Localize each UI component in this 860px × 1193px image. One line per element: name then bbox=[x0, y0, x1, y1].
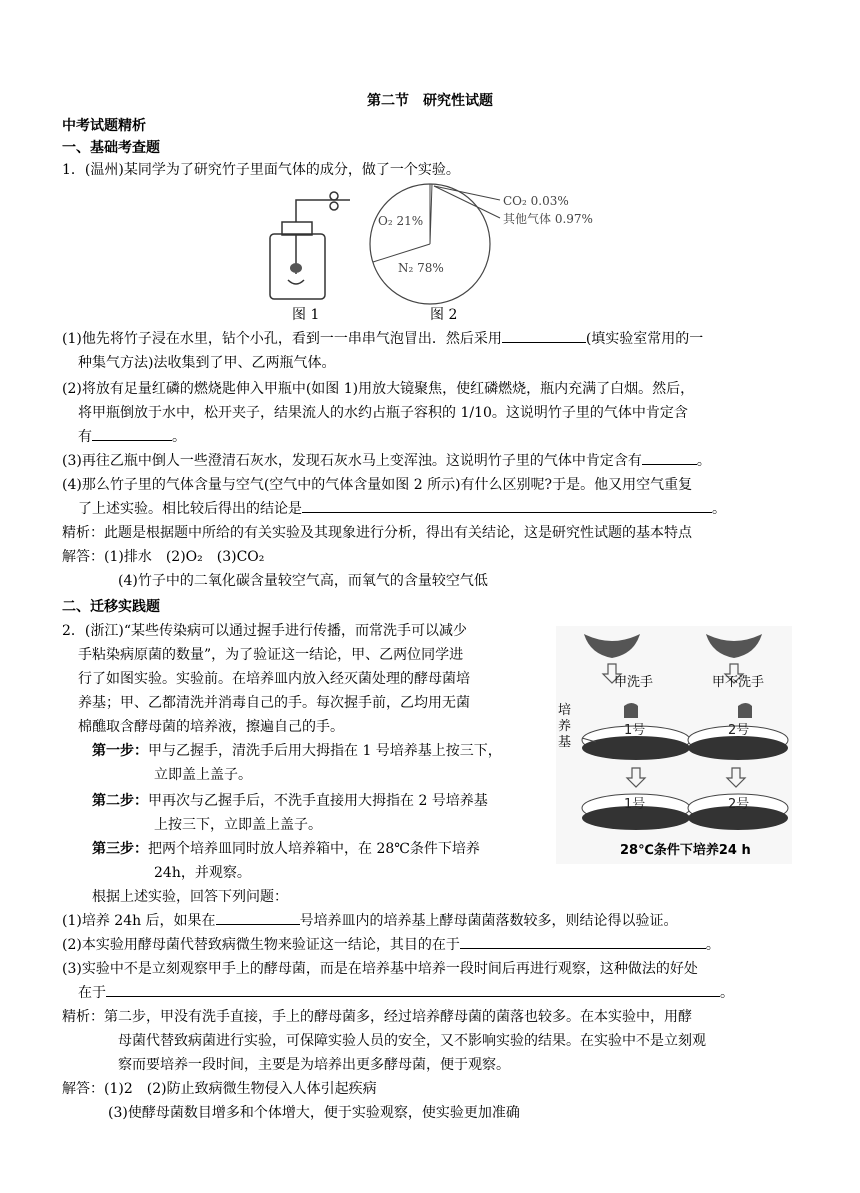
bottle-figure bbox=[260, 184, 360, 304]
q2-question-2: (2)本实验用酵母菌代替致病微生物来验证这一结论，其目的在于 。 bbox=[62, 934, 720, 956]
label-nowash: 甲不洗手 bbox=[712, 675, 765, 690]
q1-part3: (3)再往乙瓶中倒人一些澄清石灰水，发现石灰水马上变浑浊。这说明竹子里的气体中肯定含有 。 bbox=[62, 450, 711, 472]
q2-stem-3: 行了如图实验。实验前。在培养皿内放入经灭菌处理的酵母菌培 bbox=[78, 671, 470, 687]
label-dish1-top: 1号 bbox=[624, 723, 646, 738]
fig2-label: 图 2 bbox=[430, 307, 458, 323]
q2-analysis-3: 察而要培养一段时间，主要是为培养出更多酵母菌，便于观察。 bbox=[118, 1057, 510, 1073]
fig1-label: 图 1 bbox=[292, 307, 320, 323]
pie-label-n2: N₂ 78% bbox=[398, 261, 444, 275]
q2-stem-5: 棉醮取含酵母菌的培养液，擦遍自己的手。 bbox=[78, 719, 344, 735]
label-medium: 培养基 bbox=[558, 703, 572, 750]
q2-step1-b: 立即盖上盖子。 bbox=[154, 767, 252, 783]
label-dish2-top: 2号 bbox=[728, 723, 750, 738]
pie-label-other: 其他气体 0.97% bbox=[503, 212, 593, 226]
thumb-left-icon bbox=[624, 703, 638, 718]
heading-transfer: 二、迁移实践题 bbox=[62, 599, 160, 615]
q1-part1-b: 种集气方法)法收集到了甲、乙两瓶气体。 bbox=[78, 355, 336, 371]
q1-part4-a: (4)那么竹子里的气体含量与空气(空气中的气体含量如图 2 所示)有什么区别呢?于是。他又用空气重复 bbox=[62, 477, 693, 493]
q1-part2-a: (2)将放有足量红磷的燃烧匙伸入甲瓶中(如图 1)用放大镜聚焦，使红磷燃烧，瓶内充满了白烟。然后， bbox=[62, 381, 695, 397]
q2-step3-b: 24h，并观察。 bbox=[154, 865, 251, 881]
label-dish1-bottom: 1号 bbox=[624, 797, 646, 812]
q2-question-1: (1)培养 24h 后，如果在 号培养皿内的培养基上酵母菌菌落数较多，则结论得以验证。 bbox=[62, 910, 678, 932]
air-composition-pie bbox=[368, 182, 608, 308]
q2-answer-2: (3)使酵母菌数目增多和个体增大，便于实验观察，使实验更加准确 bbox=[108, 1105, 520, 1121]
q2-question-3-b: 在于 。 bbox=[78, 982, 734, 1004]
q2-stem-1: 2．(浙江)“某些传染病可以通过握手进行传播，而常洗手可以减少 bbox=[62, 623, 467, 639]
q2-step2-b: 上按三下，立即盖上盖子。 bbox=[154, 817, 322, 833]
label-condition: 28℃条件下培养24 h bbox=[620, 843, 751, 858]
pie-label-co2: CO₂ 0.03% bbox=[503, 194, 569, 208]
thumb-right-icon bbox=[738, 703, 752, 718]
label-dish2-bottom: 2号 bbox=[728, 797, 750, 812]
q1-part1-a: (1)他先将竹子浸在水里，钻个小孔，看到一一串串气泡冒出．然后采用 (填实验室常用的一 bbox=[62, 328, 703, 350]
q1-part2-c: 有 。 bbox=[78, 426, 186, 448]
label-wash: 甲洗手 bbox=[614, 675, 654, 690]
heading-exam-analysis: 中考试题精析 bbox=[62, 118, 146, 134]
q1-answer-2: (4)竹子中的二氧化碳含量较空气高，而氧气的含量较空气低 bbox=[118, 573, 488, 589]
q1-part4-b: 了上述实验。相比较后得出的结论是 。 bbox=[78, 498, 726, 520]
section-title: 第二节 研究性试题 bbox=[367, 93, 493, 109]
q1-part2-b: 将甲瓶倒放于水中，松开夹子，结果流人的水约占瓶子容积的 1/10。这说明竹子里的气体中肯定含 bbox=[78, 405, 688, 421]
q2-step1-a: 第一步：甲与乙握手，清洗手后用大拇指在 1 号培养基上按三下， bbox=[92, 743, 502, 759]
q2-step3-a: 第三步：把两个培养皿同时放人培养箱中，在 28℃条件下培养 bbox=[92, 841, 480, 857]
q1-analysis: 精析：此题是根据题中所给的有关实验及其现象进行分析，得出有关结论，这是研究性试题的基本特点 bbox=[62, 525, 692, 541]
q1-answer-1: 解答：(1)排水 (2)O₂ (3)CO₂ bbox=[62, 549, 265, 565]
q1-stem: 1．(温州)某同学为了研究竹子里面气体的成分，做了一个实验。 bbox=[62, 162, 460, 178]
q2-lead: 根据上述实验，回答下列问题： bbox=[92, 889, 288, 905]
heading-basic: 一、基础考查题 bbox=[62, 140, 160, 156]
q2-analysis-1: 精析：第二步，甲没有洗手直接，手上的酵母菌多，经过培养酵母菌的菌落也较多。在本实验中，用酵 bbox=[62, 1009, 692, 1025]
pie-label-o2: O₂ 21% bbox=[378, 214, 424, 228]
q2-answer-1: 解答：(1)2 (2)防止致病微生物侵入人体引起疾病 bbox=[62, 1081, 377, 1097]
q2-analysis-2: 母菌代替致病菌进行实验，可保障实验人员的安全，又不影响实验的结果。在实验中不是立刻观 bbox=[118, 1033, 706, 1049]
experiment-figure bbox=[556, 626, 792, 864]
q2-step2-a: 第二步：甲再次与乙握手后，不洗手直接用大拇指在 2 号培养基 bbox=[92, 793, 488, 809]
q2-stem-2: 手粘染病原菌的数量”，为了验证这一结论，甲、乙两位同学进 bbox=[78, 647, 464, 663]
q2-question-3-a: (3)实验中不是立刻观察甲手上的酵母菌，而是在培养基中培养一段时间后再进行观察，这种做法的好处 bbox=[62, 961, 698, 977]
q2-stem-4: 养基；甲、乙都清洗并消毒自己的手。每次握手前，乙均用无菌 bbox=[78, 695, 470, 711]
